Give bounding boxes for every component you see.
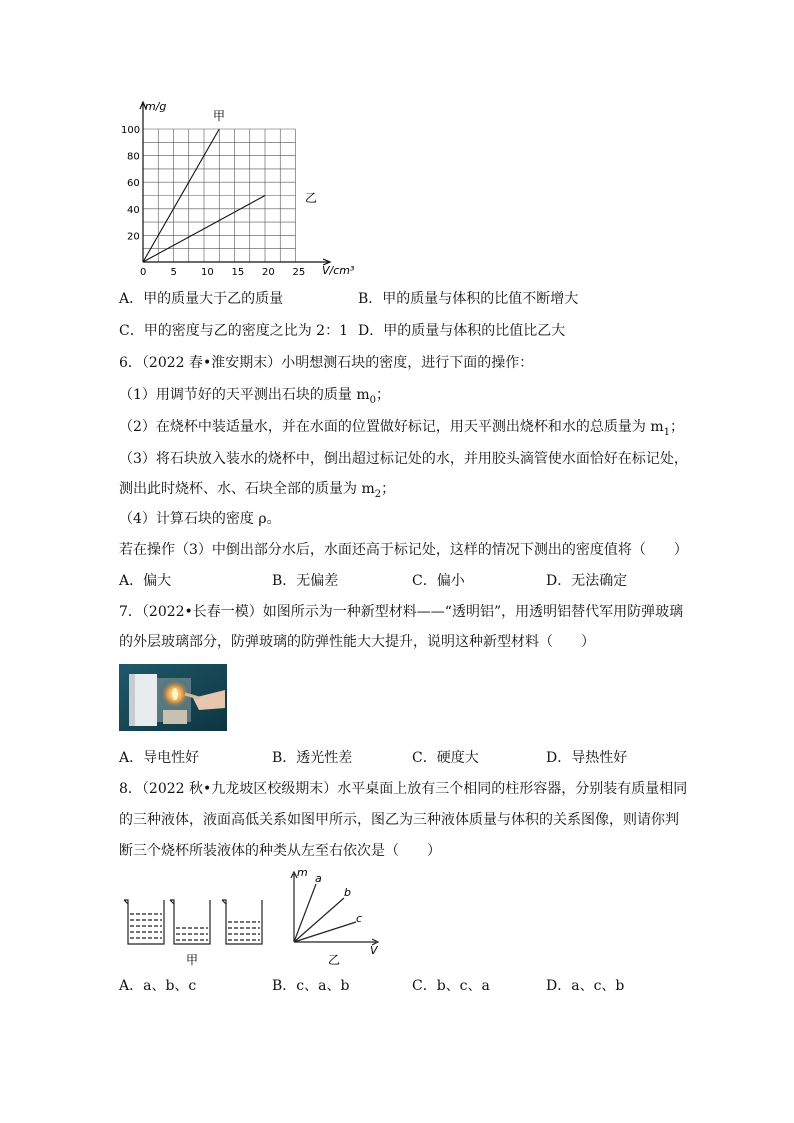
q8-stem-line1: 8．（2022 秋•九龙坡区校级期末）水平桌面上放有三个相同的柱形容器，分别装有质量相同 [119, 781, 688, 797]
three-beakers-figure [118, 892, 268, 968]
x-tick-label: 15 [231, 267, 245, 278]
axis-m-label: m [297, 866, 308, 879]
transparent-aluminum-photo [119, 664, 227, 731]
q8-option-d[interactable]: D．a、c、b [546, 978, 625, 994]
q7-option-b[interactable]: B．透光性差 [272, 750, 353, 766]
beaker-left [124, 900, 164, 944]
q7-option-a[interactable]: A．导电性好 [119, 750, 200, 766]
q6-stem: 6．（2022 春•淮安期末）小明想测石块的密度，进行下面的操作： [119, 355, 534, 371]
series-label-jia: 甲 [213, 109, 226, 123]
q6-step-4: （4）计算石块的密度 ρ。 [119, 511, 281, 527]
q6-option-a[interactable]: A．偏大 [119, 573, 172, 589]
q6-option-b[interactable]: B．无偏差 [272, 573, 339, 589]
q7-stem-line2: 的外层玻璃部分，防弹玻璃的防弹性能大大提升，说明这种新型材料（ ） [119, 634, 595, 650]
x-tick-label: 10 [201, 267, 214, 278]
q6-step-2: （2）在烧杯中装适量水，并在水面的位置做好标记，用天平测出烧杯和水的总质量为 $m_1$； [119, 419, 685, 438]
x-tick-label: 0 [140, 267, 147, 278]
beaker-middle [170, 900, 210, 944]
line-label-a: a [315, 872, 322, 885]
q5-option-a[interactable]: A．甲的质量大于乙的质量 [119, 291, 284, 307]
q6-question: 若在操作（3）中倒出部分水后，水面还高于标记处，这样的情况下测出的密度值将（ ） [119, 542, 688, 558]
line-label-b: b [344, 886, 351, 899]
q8-stem-line2: 的三种液体，液面高低关系如图甲所示，图乙为三种液体质量与体积的关系图像，则请你判 [119, 812, 679, 828]
q6-option-d[interactable]: D．无法确定 [546, 573, 628, 589]
x-tick-label: 5 [170, 267, 177, 278]
q7-stem-line1: 7．（2022•长春一模）如图所示为一种新型材料——“透明铝”，用透明铝替代军用防弹玻璃 [119, 604, 684, 620]
q8-option-c[interactable]: C．b、c、a [412, 978, 490, 994]
y-tick-label: 40 [127, 204, 140, 216]
q8-option-b[interactable]: B．c、a、b [272, 978, 350, 994]
chart-grid [143, 129, 296, 262]
line-a [294, 884, 316, 942]
x-tick-label: 20 [262, 267, 275, 278]
line-b [294, 898, 344, 942]
q7-option-d[interactable]: D．导热性好 [546, 750, 628, 766]
y-tick-label: 80 [127, 151, 140, 163]
line-c [294, 922, 356, 942]
q5-option-c[interactable]: C．甲的密度与乙的密度之比为 2：1 [119, 323, 348, 339]
beaker-right [222, 900, 262, 944]
q6-step-1: （1）用调节好的天平测出石块的质量 $m_0$； [119, 387, 391, 406]
liquid-mass-volume-figure [282, 866, 386, 968]
y-tick-label: 100 [121, 125, 141, 136]
q6-step-3-line1: （3）将石块放入装水的烧杯中，倒出超过标记处的水，并用胶头滴管使水面恰好在标记处， [119, 451, 688, 467]
q6-step-3-line2: 测出此时烧杯、水、石块全部的质量为 $m_2$； [119, 481, 396, 500]
chart-axes [140, 102, 330, 265]
line-label-c: c [356, 912, 363, 925]
series-label-yi: 乙 [305, 191, 318, 205]
q8-stem-line3: 断三个烧杯所装液体的种类从左至右依次是（ ） [119, 843, 441, 859]
figure-label-jia: 甲 [186, 953, 199, 967]
q8-option-a[interactable]: A．a、b、c [119, 978, 197, 994]
mass-volume-chart [115, 98, 365, 278]
q5-option-d[interactable]: D．甲的质量与体积的比值比乙大 [358, 323, 566, 339]
x-axis-label: V/cm³ [322, 264, 355, 277]
q5-option-b[interactable]: B．甲的质量与体积的比值不断增大 [358, 291, 579, 307]
y-axis-label: m/g [145, 100, 167, 113]
figure-label-yi: 乙 [328, 953, 341, 967]
x-tick-label: 25 [292, 267, 306, 278]
q6-option-c[interactable]: C．偏小 [412, 573, 465, 589]
axis-v-label: V [370, 944, 378, 957]
q7-option-c[interactable]: C．硬度大 [412, 750, 479, 766]
chart-ticks [121, 125, 305, 278]
y-tick-label: 60 [127, 178, 140, 190]
y-tick-label: 20 [127, 231, 140, 243]
